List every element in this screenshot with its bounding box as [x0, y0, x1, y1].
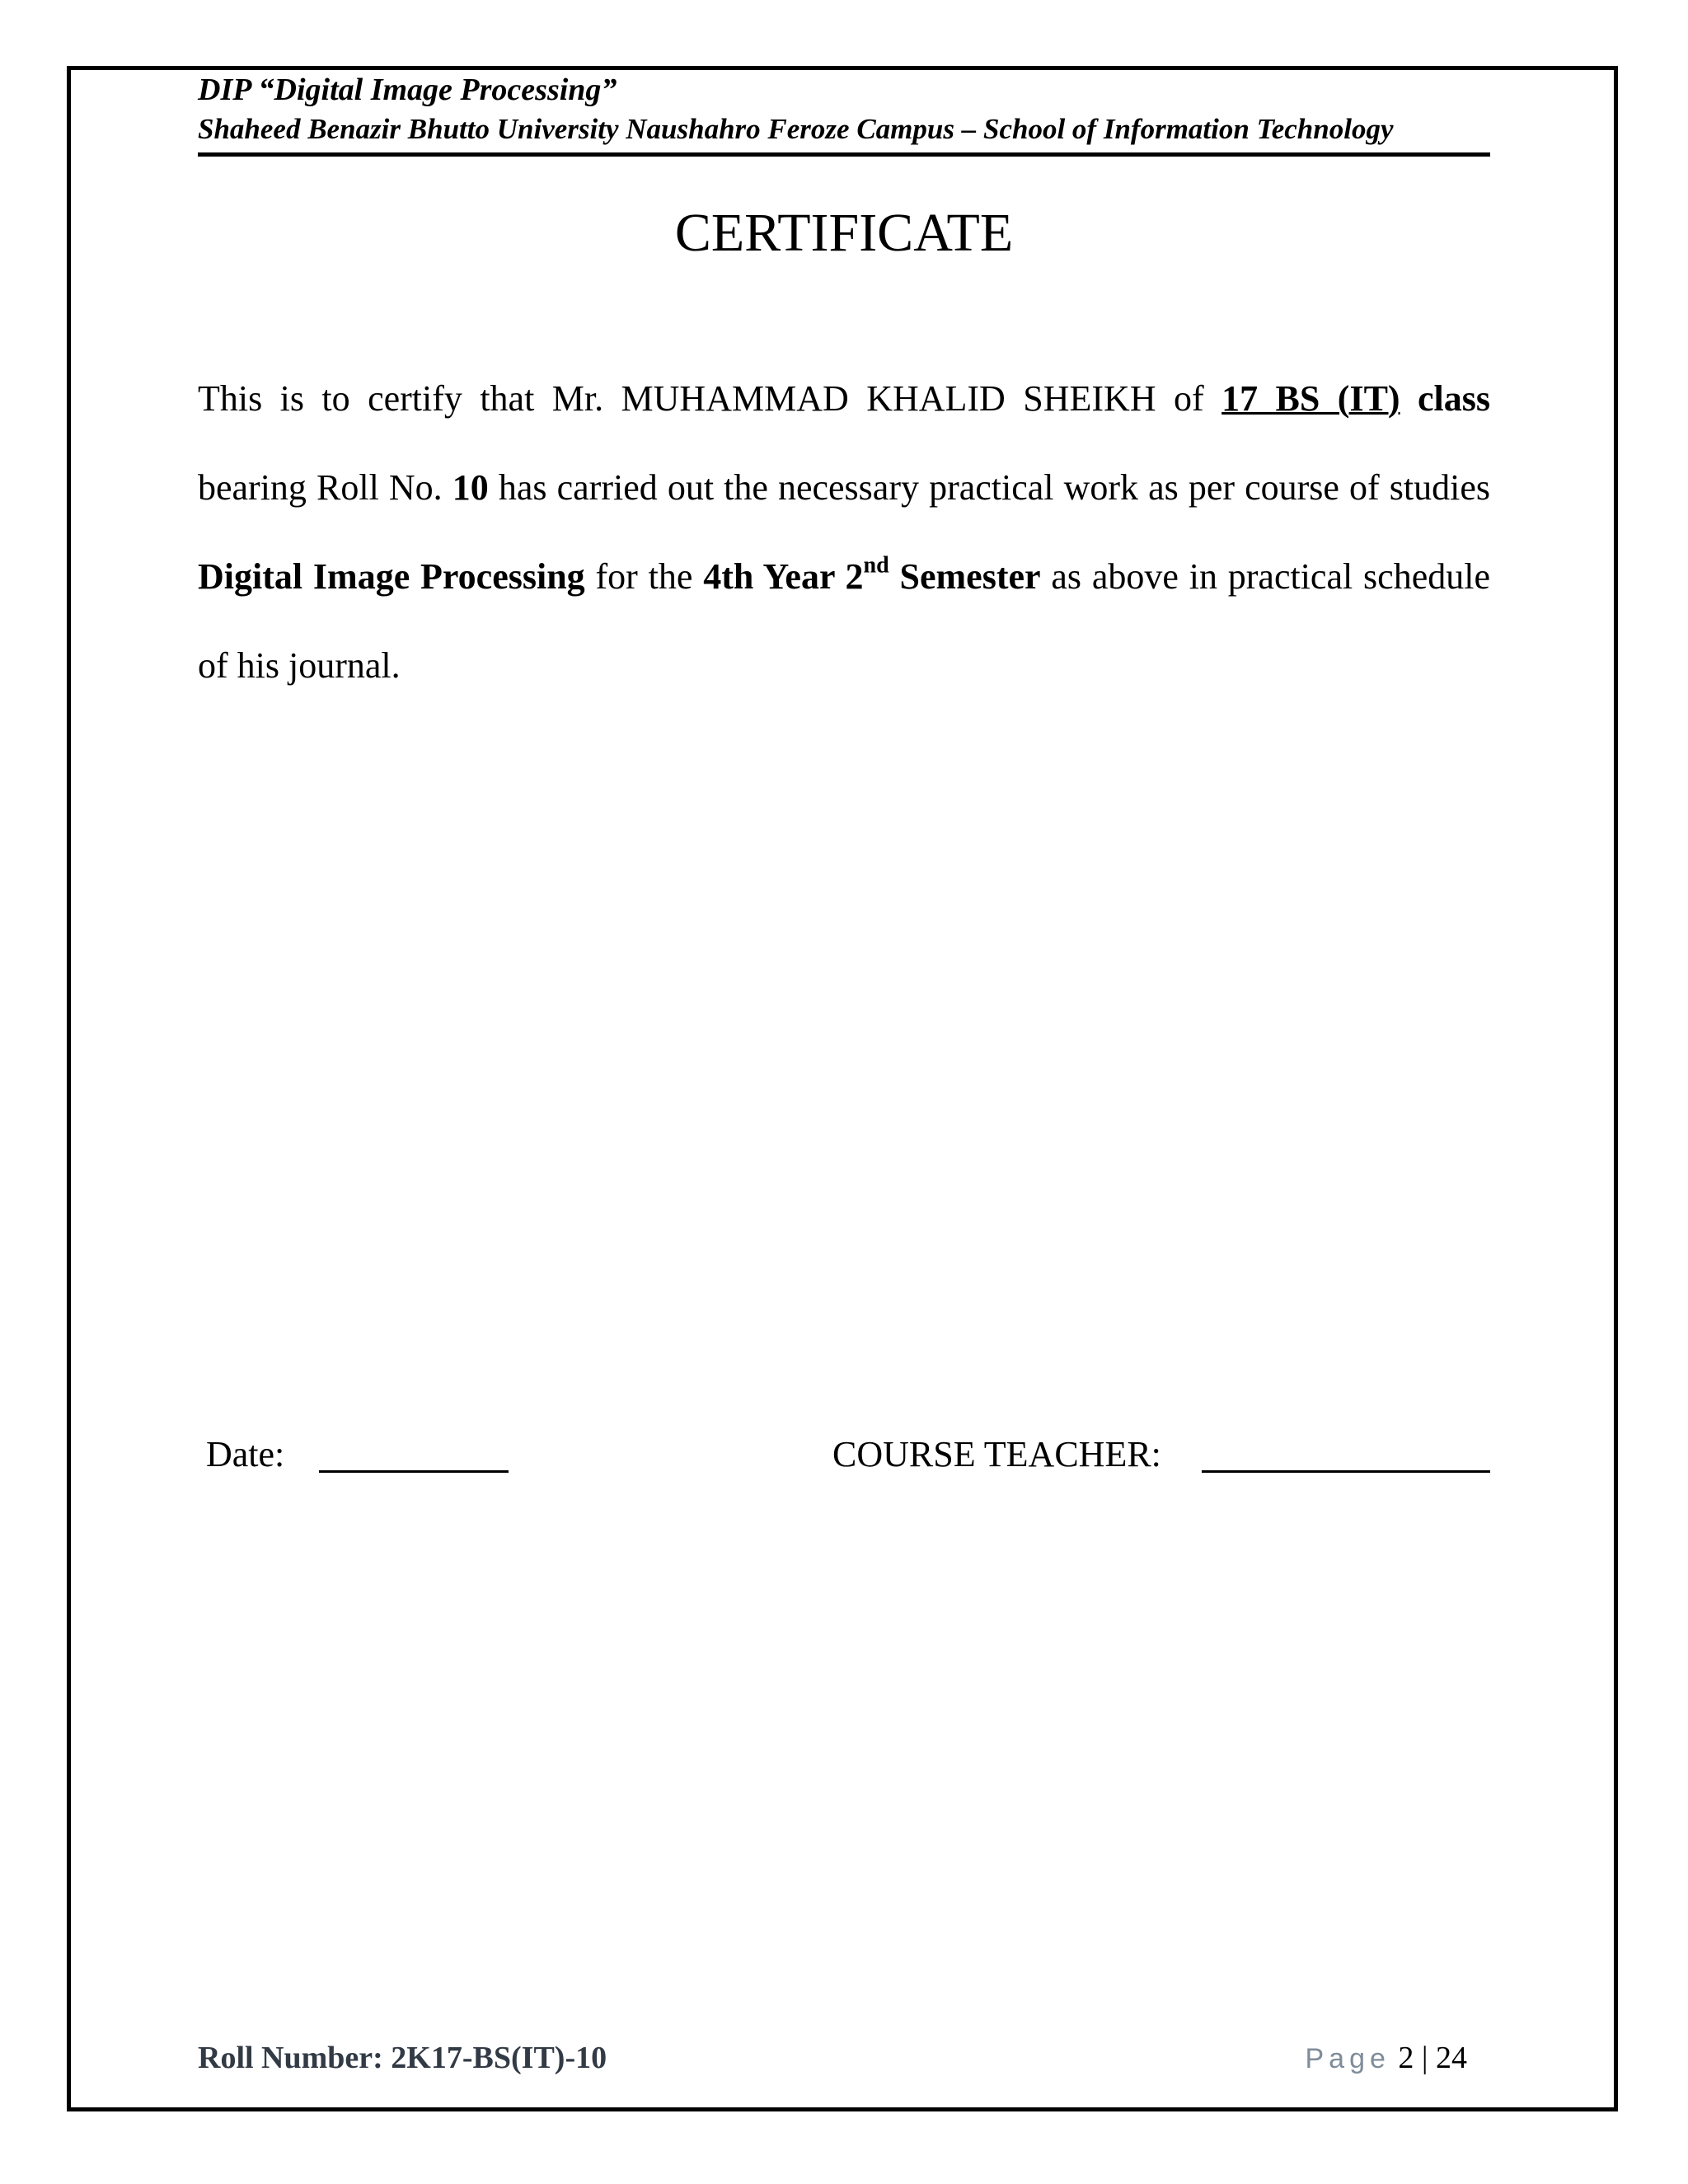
header-institution: Shaheed Benazir Bhutto University Naushahro Feroze Campus – School of Information Technology: [198, 113, 1394, 145]
body-text-4: for the: [595, 556, 693, 597]
ordinal-suffix: nd: [863, 552, 889, 579]
year-text: 4th Year 2: [703, 556, 864, 597]
running-header: [198, 69, 1490, 157]
page-count: 2 | 24: [1398, 2041, 1467, 2075]
semester-word: Semester: [899, 556, 1041, 597]
header-rule: [198, 152, 1490, 157]
footer-roll-number: Roll Number: 2K17-BS(IT)-10: [198, 2041, 607, 2075]
certificate-title: CERTIFICATE: [674, 203, 1014, 263]
header-course-title: DIP “Digital Image Processing”: [198, 73, 617, 107]
body-text-1: This is to certify that Mr. MUHAMMAD KHALID SHEIKH of: [198, 378, 1204, 419]
date-label: Date:: [206, 1434, 285, 1474]
course-teacher-label: COURSE TEACHER:: [832, 1434, 1161, 1474]
date-signature-line: [319, 1470, 509, 1473]
course-name: Digital Image Processing: [198, 556, 585, 597]
teacher-signature-line: [1202, 1470, 1490, 1473]
certificate-body: [198, 354, 1490, 710]
page-word: Page: [1305, 2043, 1390, 2074]
body-text-3: has carried out the necessary practical work as per course of studies: [498, 467, 1491, 508]
class-name: 17 BS (IT): [1221, 378, 1400, 419]
class-word: class: [1418, 378, 1491, 419]
footer-page-number: [1305, 2037, 1467, 2079]
body-text-2: bearing Roll No.: [198, 467, 443, 508]
body-text-5: as above in practical schedule of his journal.: [198, 556, 1490, 686]
roll-no: 10: [452, 467, 489, 508]
